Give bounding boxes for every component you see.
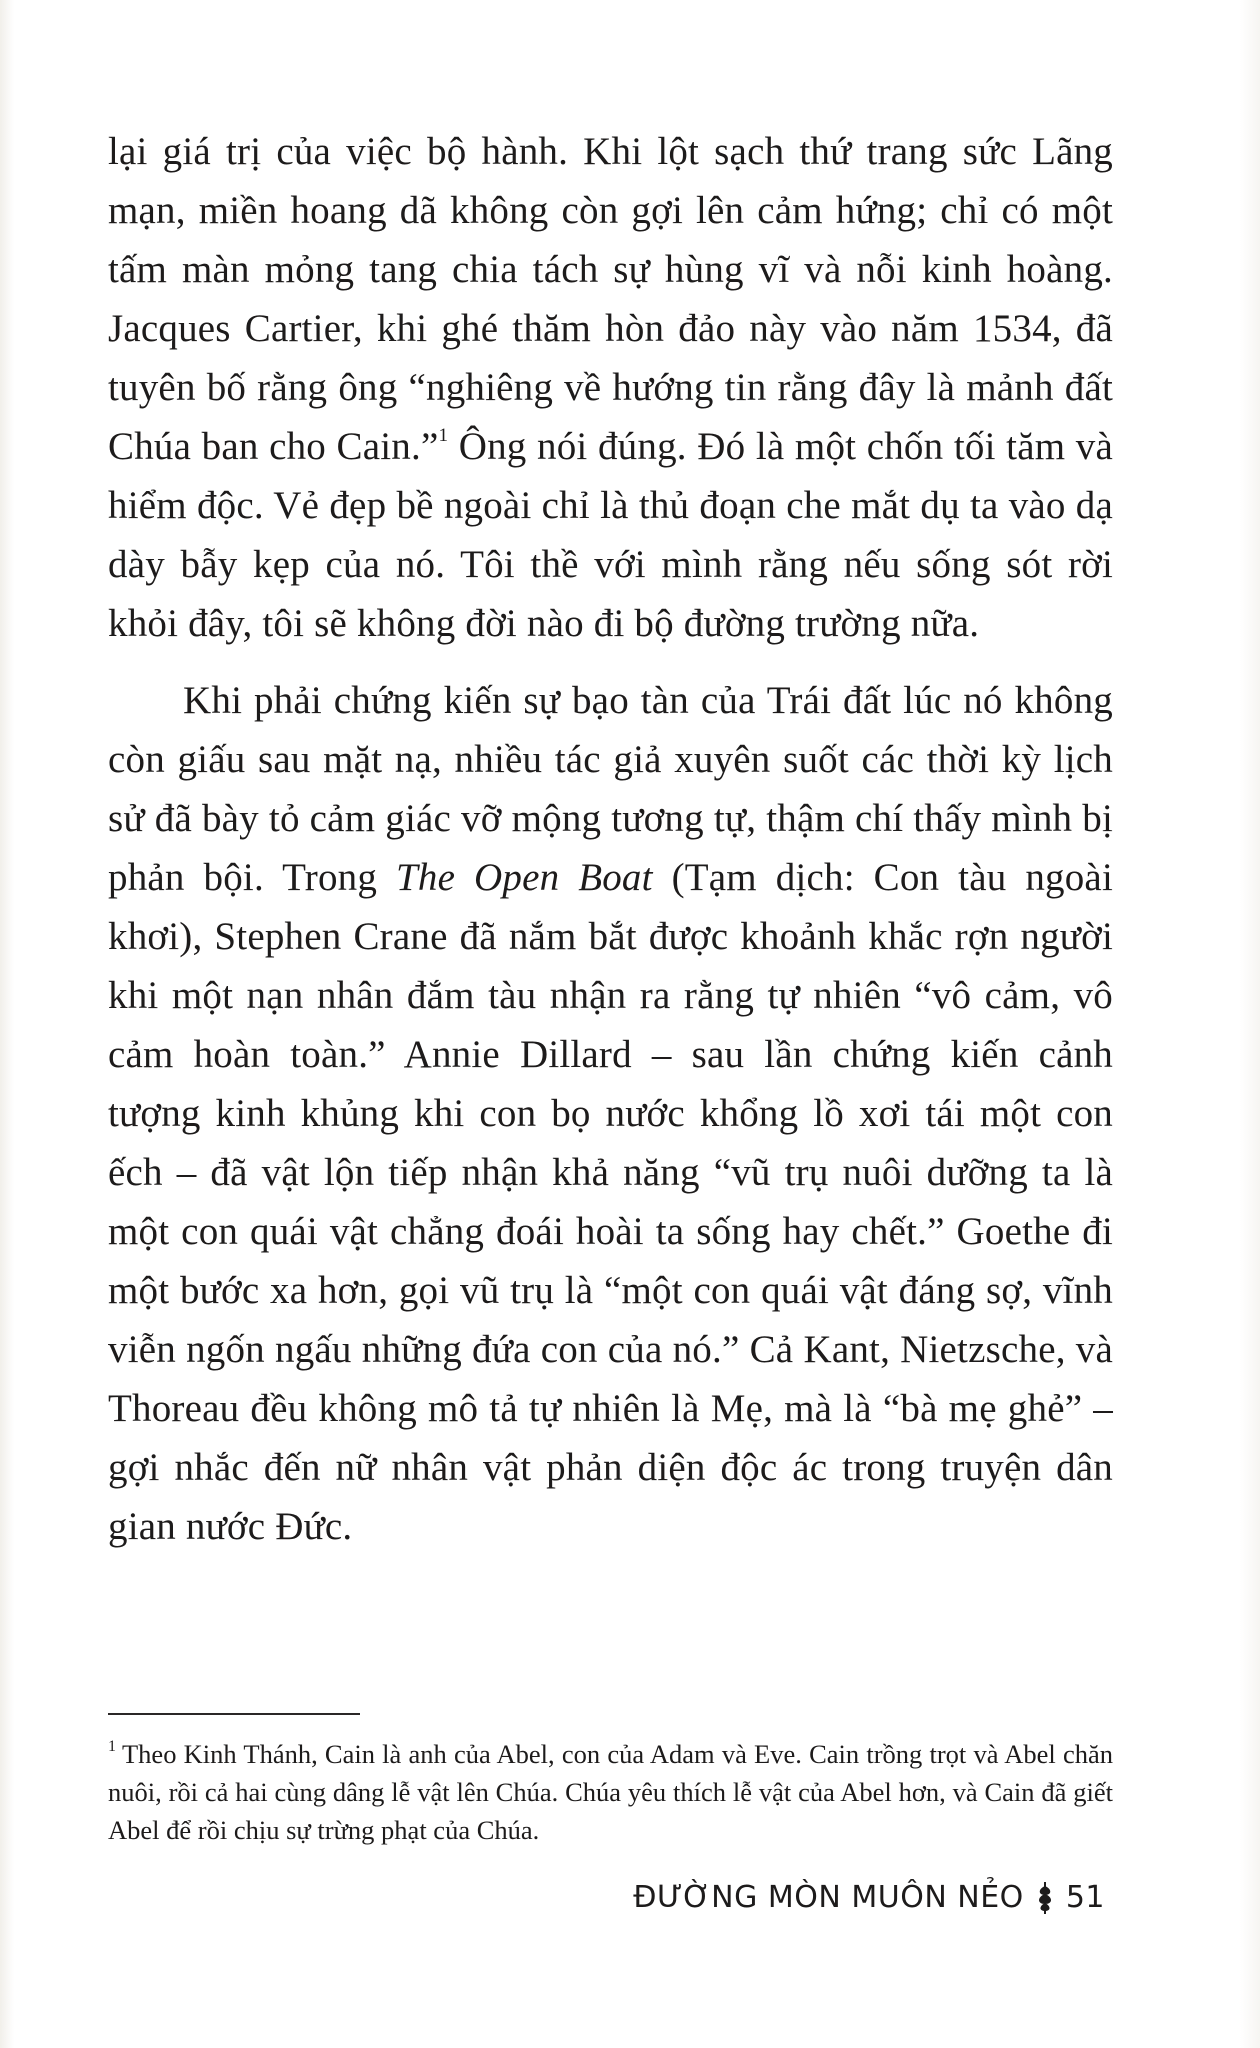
paragraph-1-text: lại giá trị của việc bộ hành. Khi lột sạch thứ trang sức Lãng mạn, miền hoang dã không còn gợi lên cảm hứng; chỉ có một tấm màn mỏng tang chia tách sự hùng vĩ và nỗi kinh hoàng. Jacques Cartier, khi ghé thăm hòn đảo này vào năm 1534, đã tuyên bố rằng ông “nghiêng về hướng tin rằng đây là mảnh đất Chúa ban cho Cain.”: [108, 130, 1113, 468]
body-text: [108, 122, 1113, 1556]
book-title-italic: The Open Boat: [395, 856, 653, 899]
running-head-title: ĐƯỜNG MÒN MUÔN NẺO: [633, 1880, 1024, 1915]
page-number: 51: [1065, 1880, 1105, 1915]
paragraph-1-text-after: Ông nói đúng. Đó là một chốn tối tăm và hiểm độc. Vẻ đẹp bề ngoài chỉ là thủ đoạn che mắt dụ ta vào dạ dày bẫy kẹp của nó. Tôi thề với mình rằng nếu sống sót rời khỏi đây, tôi sẽ không đời nào đi bộ đường trường nữa.: [108, 425, 1113, 645]
leaf-icon: [1036, 1881, 1054, 1915]
footnote-marker: 1: [108, 1738, 116, 1755]
footnote-text: Theo Kinh Thánh, Cain là anh của Abel, con của Adam và Eve. Cain trồng trọt và Abel chăn nuôi, rồi cả hai cùng dâng lễ vật lên Chúa. Chúa yêu thích lễ vật của Abel hơn, và Cain đã giết Abel để rồi chịu sự trừng phạt của Chúa.: [108, 1738, 1113, 1845]
footnote-reference: 1: [438, 425, 449, 446]
paragraph-2-text-after: (Tạm dịch: Con tàu ngoài khơi), Stephen Crane đã nắm bắt được khoảnh khắc rợn người khi một nạn nhân đắm tàu nhận ra rằng tự nhiên “vô cảm, vô cảm hoàn toàn.” Annie Dillard – sau lần chứng kiến cảnh tượng kinh khủng khi con bọ nước khổng lồ xơi tái một con ếch – đã vật lộn tiếp nhận khả năng “vũ trụ nuôi dưỡng ta là một con quái vật chẳng đoái hoài ta sống hay chết.” Goethe đi một bước xa hơn, gọi vũ trụ là “một con quái vật đáng sợ, vĩnh viễn ngốn ngấu những đứa con của nó.” Cả Kant, Nietzsche, và Thoreau đều không mô tả tự nhiên là Mẹ, mà là “bà mẹ ghẻ” – gợi nhắc đến nữ nhân vật phản diện độc ác trong truyện dân gian nước Đức.: [108, 856, 1113, 1548]
paragraph-2-text-before: Khi phải chứng kiến sự bạo tàn của Trái đất lúc nó không còn giấu sau mặt nạ, nhiều tác giả xuyên suốt các thời kỳ lịch sử đã bày tỏ cảm giác vỡ mộng tương tự, thậm chí thấy mình bị phản bội. Trong: [108, 679, 1113, 899]
paragraph-2: [108, 671, 1113, 1556]
footnote: [108, 1730, 1113, 1849]
page-footer: [633, 1880, 1105, 1915]
paragraph-1: [108, 122, 1113, 653]
footnote-divider: [108, 1713, 360, 1715]
